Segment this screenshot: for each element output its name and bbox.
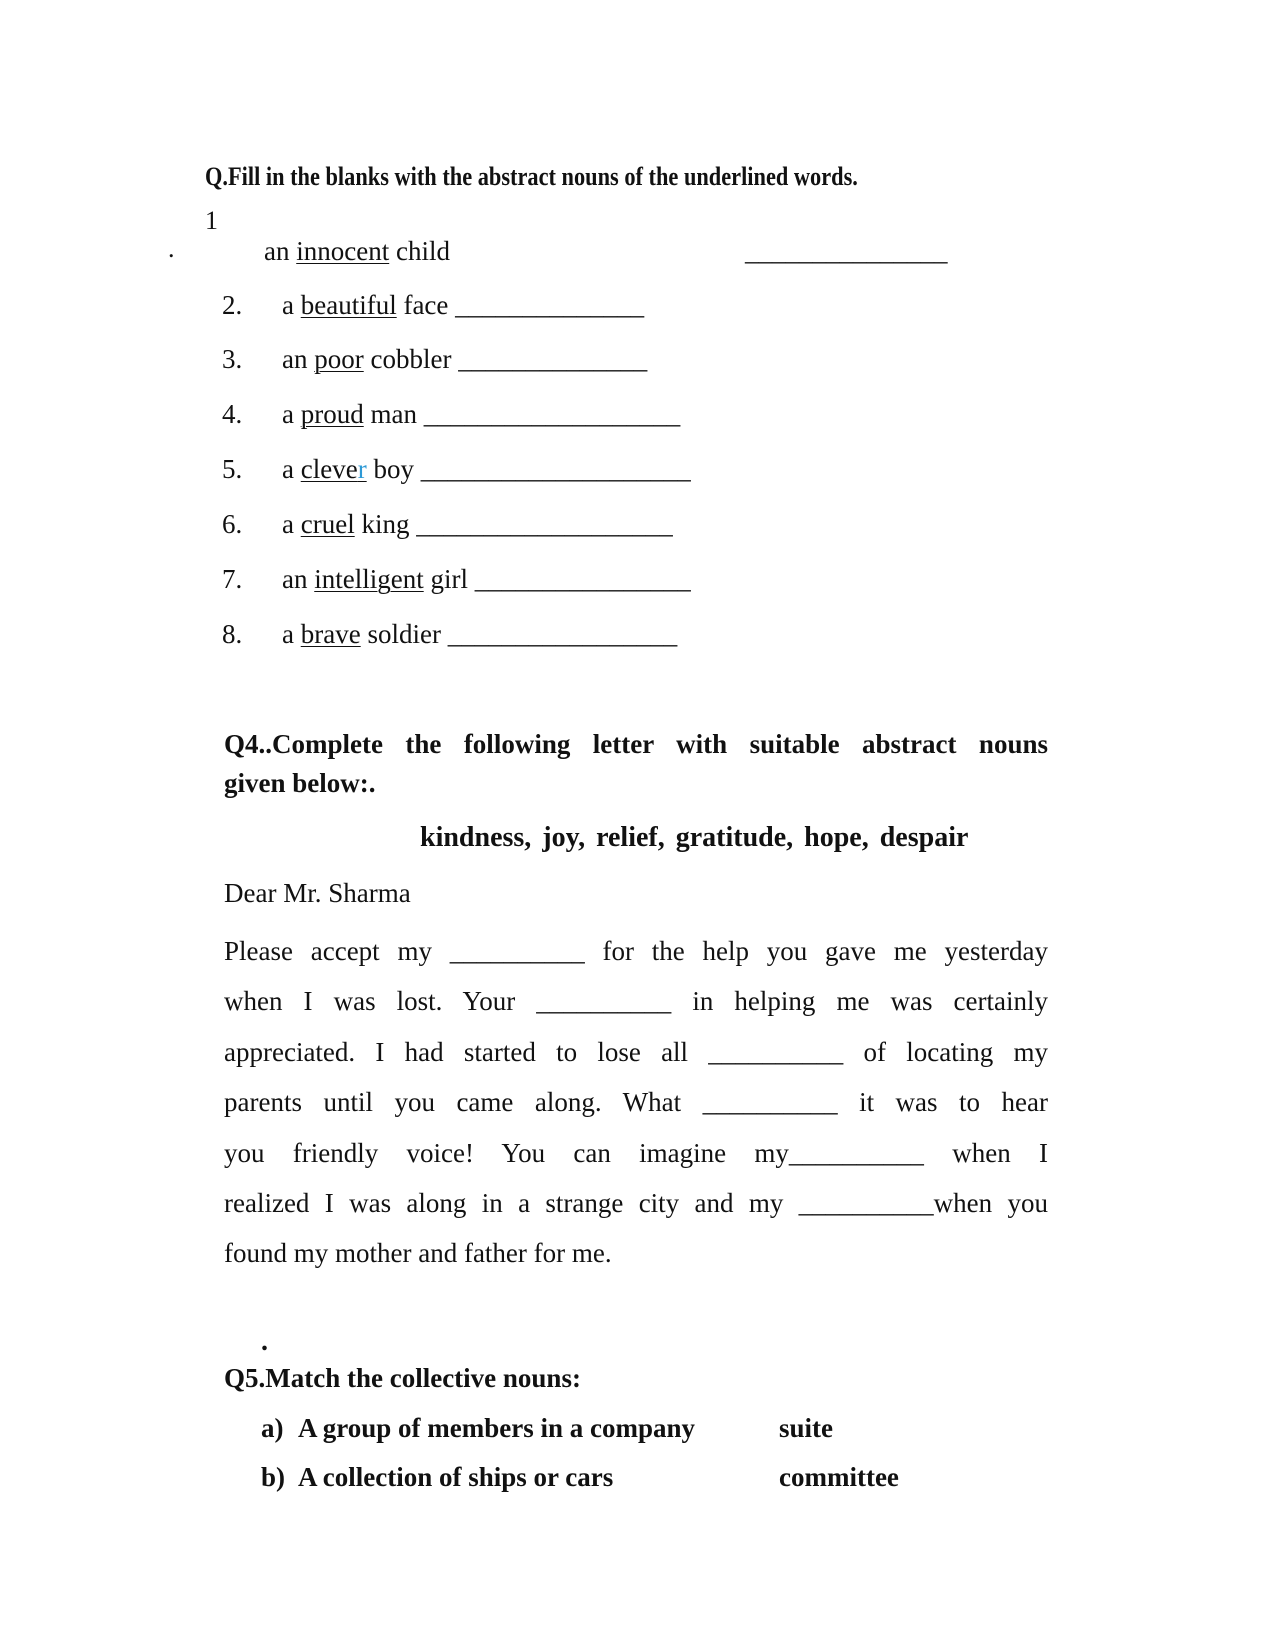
item-pre: an (282, 344, 315, 374)
q1-item-2 (222, 290, 644, 321)
match-row-option: committee (779, 1462, 899, 1492)
question-5-title: Q5.Match the collective nouns: (224, 1363, 581, 1393)
item-pre: a (282, 619, 301, 649)
item-post: man (363, 399, 424, 429)
match-row-letter: a) (261, 1413, 284, 1443)
question-4-title-cont: given below:. (224, 768, 376, 798)
q1-item-3 (222, 344, 647, 375)
item-number: 8. (222, 619, 243, 649)
item-pre: an (264, 236, 297, 266)
item-post: cobbler (363, 344, 459, 374)
item-number: 3. (222, 344, 243, 374)
letter-line: you friendly voice! You can imagine my__________ when I (224, 1138, 1048, 1168)
item-post: soldier (360, 619, 448, 649)
q1-item-6 (222, 509, 673, 540)
q1-item-5 (222, 454, 691, 485)
underlined-word-blue-letter: r (357, 454, 367, 484)
match-row-description: A collection of ships or cars (298, 1462, 614, 1492)
letter-line: realized I was along in a strange city and my __________when you (224, 1188, 1048, 1218)
underlined-word: innocent (296, 236, 390, 266)
answer-blank[interactable]: ______________ (458, 344, 648, 374)
answer-blank[interactable]: _________________ (447, 619, 678, 649)
answer-blank[interactable]: ___________________ (423, 399, 681, 429)
item-number: 5. (222, 454, 243, 484)
item-number: 6. (222, 509, 243, 539)
item-number: 2. (222, 290, 243, 320)
bullet-dot: . (261, 1326, 268, 1357)
underlined-word: cruel (300, 509, 355, 539)
item-post: girl (423, 564, 475, 594)
item-pre: a (282, 399, 301, 429)
item-1-number: 1 (205, 206, 218, 235)
item-post: king (354, 509, 417, 539)
item-post: boy (366, 454, 421, 484)
underlined-word (301, 454, 367, 484)
item-pre: an (282, 564, 315, 594)
underlined-word: poor (314, 344, 364, 374)
q1-item-4 (222, 399, 680, 430)
letter-line: found my mother and father for me. (224, 1238, 612, 1268)
answer-blank[interactable]: ___________________ (416, 509, 673, 539)
q1-item-1 (264, 236, 450, 267)
match-row-letter: b) (261, 1462, 286, 1492)
question-1-title: Q.Fill in the blanks with the abstract nouns of the underlined words. (205, 162, 858, 191)
item-post: child (389, 236, 450, 266)
word-bank: kindness, joy, relief, gratitude, hope, despair (420, 822, 969, 853)
item-number: 4. (222, 399, 243, 429)
answer-blank[interactable]: ____________________ (420, 454, 691, 484)
underlined-word: intelligent (314, 564, 424, 594)
underlined-word: proud (300, 399, 364, 429)
answer-blank[interactable]: ________________ (474, 564, 691, 594)
q1-item-8 (222, 619, 677, 650)
match-row-option: suite (779, 1413, 833, 1443)
item-pre: a (282, 290, 301, 320)
question-4-title: Q4..Complete the following letter with suitable abstract nouns (224, 729, 1048, 759)
letter-salutation: Dear Mr. Sharma (224, 878, 411, 908)
item-post: face (396, 290, 456, 320)
answer-blank[interactable]: ______________ (455, 290, 645, 320)
underlined-word: brave (300, 619, 361, 649)
item-pre: a (282, 509, 301, 539)
underlined-word-main: cleve (300, 454, 358, 484)
item-1-dot: . (168, 234, 175, 263)
letter-line: parents until you came along. What __________ it was to hear (224, 1087, 1048, 1117)
match-row-description: A group of members in a company (298, 1413, 696, 1443)
item-pre: a (282, 454, 301, 484)
item-number: 7. (222, 564, 243, 594)
q1-item-1-blank[interactable]: _______________ (745, 236, 948, 266)
underlined-word: beautiful (300, 290, 397, 320)
letter-line: appreciated. I had started to lose all __________ of locating my (224, 1037, 1048, 1067)
letter-line: when I was lost. Your __________ in helping me was certainly (224, 986, 1048, 1016)
letter-line: Please accept my __________ for the help you gave me yesterday (224, 936, 1048, 966)
q1-item-7 (222, 564, 691, 595)
